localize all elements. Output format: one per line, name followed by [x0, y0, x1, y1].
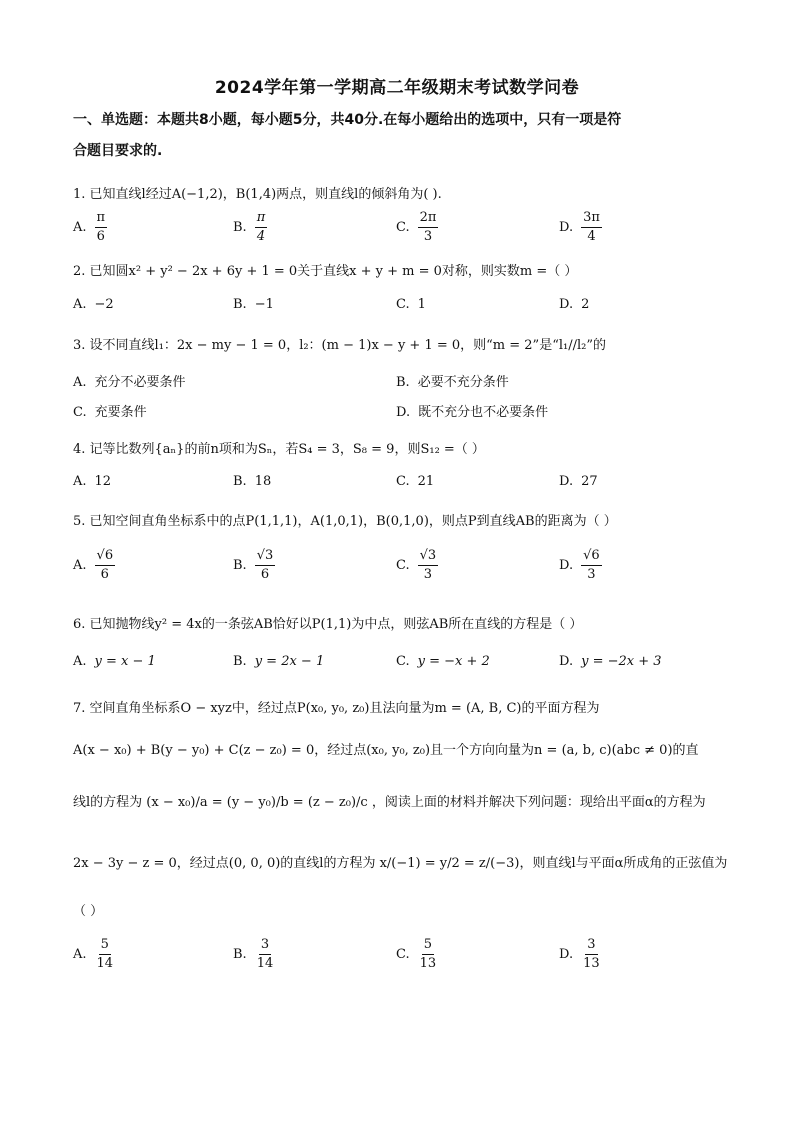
option-fraction: $\frac{√3}{3}$: [419, 548, 437, 582]
option-fraction: $\frac{\pi}{6}$: [96, 210, 106, 244]
question-1-stem: 1. 已知直线l经过A(−1,2)，B(1,4)两点，则直线l的倾斜角为( ).: [73, 187, 442, 202]
question-7-stem-line2: A(x − x₀) + B(y − y₀) + C(z − z₀) = 0，经过点(x₀, y₀, z₀)且一个方向向量为n = (a, b, c)(abc ≠ 0)的直: [73, 743, 699, 758]
question-6-stem: 6. 已知抛物线y² = 4x的一条弦AB恰好以P(1,1)为中点，则弦AB所在直线的方程是（ ）: [73, 617, 583, 632]
question-4-option-d[interactable]: D. 27: [559, 474, 598, 489]
question-7-stem-line1: 7. 空间直角坐标系O − xyz中，经过点P(x₀, y₀, z₀)且法向量为m = (A, B, C)的平面方程为: [73, 701, 600, 716]
question-7-option-c[interactable]: C. $\frac{5}{13}$: [396, 937, 437, 971]
option-fraction: $\frac{√6}{3}$: [583, 548, 600, 582]
question-5-stem: 5. 已知空间直角坐标系中的点P(1,1,1)，A(1,0,1)，B(0,1,0)，则点P到直线AB的距离为（ ）: [73, 514, 617, 529]
question-3-option-b[interactable]: B. 必要不充分条件: [396, 375, 509, 390]
question-5-option-b[interactable]: B. $\frac{√3}{6}$: [233, 548, 274, 582]
option-fraction: $\frac{5}{13}$: [419, 937, 437, 971]
option-fraction: $\frac{3\pi}{4}$: [583, 210, 600, 244]
question-4-option-a[interactable]: A. 12: [73, 474, 112, 489]
question-5-options: [73, 548, 733, 588]
question-7-option-d[interactable]: D. $\frac{3}{13}$: [559, 937, 600, 971]
question-5-option-a[interactable]: A. $\frac{√6}{6}$: [73, 548, 114, 582]
question-7-option-b[interactable]: B. $\frac{3}{14}$: [233, 937, 274, 971]
question-3-stem: 3. 设不同直线l₁：2x − my − 1 = 0，l₂：(m − 1)x − y + 1 = 0，则“m = 2”是“l₁//l₂”的: [73, 338, 606, 353]
question-7-stem-line4: 2x − 3y − z = 0，经过点(0, 0, 0)的直线l的方程为 x/(−1) = y/2 = z/(−3)，则直线l与平面α所成角的正弦值为: [73, 856, 728, 871]
question-5-option-c[interactable]: C. $\frac{√3}{3}$: [396, 548, 437, 582]
section-heading-line2: 合题目要求的.: [73, 143, 163, 159]
option-fraction: $\frac{2\pi}{3}$: [419, 210, 437, 244]
question-3-option-d[interactable]: D. 既不充分也不必要条件: [396, 405, 549, 420]
question-1-option-c[interactable]: C. $\frac{2\pi}{3}$: [396, 210, 437, 244]
question-1-option-d[interactable]: D. $\frac{3\pi}{4}$: [559, 210, 600, 244]
question-2-options: [73, 297, 733, 337]
question-3-option-c[interactable]: C. 充要条件: [73, 405, 147, 420]
question-6-option-c[interactable]: C. y = −x + 2: [396, 654, 490, 669]
option-fraction: $\frac{3}{13}$: [583, 937, 600, 971]
question-2-option-a[interactable]: A. −2: [73, 297, 114, 312]
question-4-options: [73, 474, 733, 514]
question-6-option-d[interactable]: D. y = −2x + 3: [559, 654, 662, 669]
option-fraction: $\frac{5}{14}$: [96, 937, 114, 971]
question-7-options: [73, 937, 733, 977]
question-3-option-a[interactable]: A. 充分不必要条件: [73, 375, 186, 390]
question-6-options: [73, 654, 733, 694]
section-heading-line1: 一、单选题：本题共8小题，每小题5分，共40分.在每小题给出的选项中，只有一项是符: [73, 112, 622, 128]
question-4-option-c[interactable]: C. 21: [396, 474, 435, 489]
option-fraction: $\frac{\pi}{4}$: [256, 210, 266, 244]
question-7-option-a[interactable]: A. $\frac{5}{14}$: [73, 937, 114, 971]
question-1-option-a[interactable]: A. $\frac{\pi}{6}$: [73, 210, 106, 244]
question-6-option-a[interactable]: A. y = x − 1: [73, 654, 156, 669]
question-2-stem: 2. 已知圆x² + y² − 2x + 6y + 1 = 0关于直线x + y + m = 0对称，则实数m =（ ）: [73, 264, 578, 279]
question-1-option-b[interactable]: B. $\frac{\pi}{4}$: [233, 210, 266, 244]
question-7-stem-line3: 线l的方程为 (x − x₀)/a = (y − y₀)/b = (z − z₀)/c ，阅读上面的材料并解决下列问题：现给出平面α的方程为: [73, 795, 706, 810]
option-fraction: $\frac{√6}{6}$: [96, 548, 114, 582]
option-fraction: $\frac{3}{14}$: [256, 937, 274, 971]
question-2-option-b[interactable]: B. −1: [233, 297, 274, 312]
option-fraction: $\frac{√3}{6}$: [256, 548, 274, 582]
question-2-option-c[interactable]: C. 1: [396, 297, 426, 312]
exam-title: 2024学年第一学期高二年级期末考试数学问卷: [214, 78, 580, 98]
question-4-stem: 4. 记等比数列{aₙ}的前n项和为Sₙ，若S₄ = 3，S₈ = 9，则S₁₂ =（ ）: [73, 442, 485, 457]
question-5-option-d[interactable]: D. $\frac{√6}{3}$: [559, 548, 600, 582]
question-4-option-b[interactable]: B. 18: [233, 474, 272, 489]
question-6-option-b[interactable]: B. y = 2x − 1: [233, 654, 325, 669]
question-3-options-row2: [73, 401, 733, 441]
question-2-option-d[interactable]: D. 2: [559, 297, 590, 312]
question-1-options: [73, 210, 733, 250]
question-7-stem-line5: （ ）: [73, 904, 104, 919]
